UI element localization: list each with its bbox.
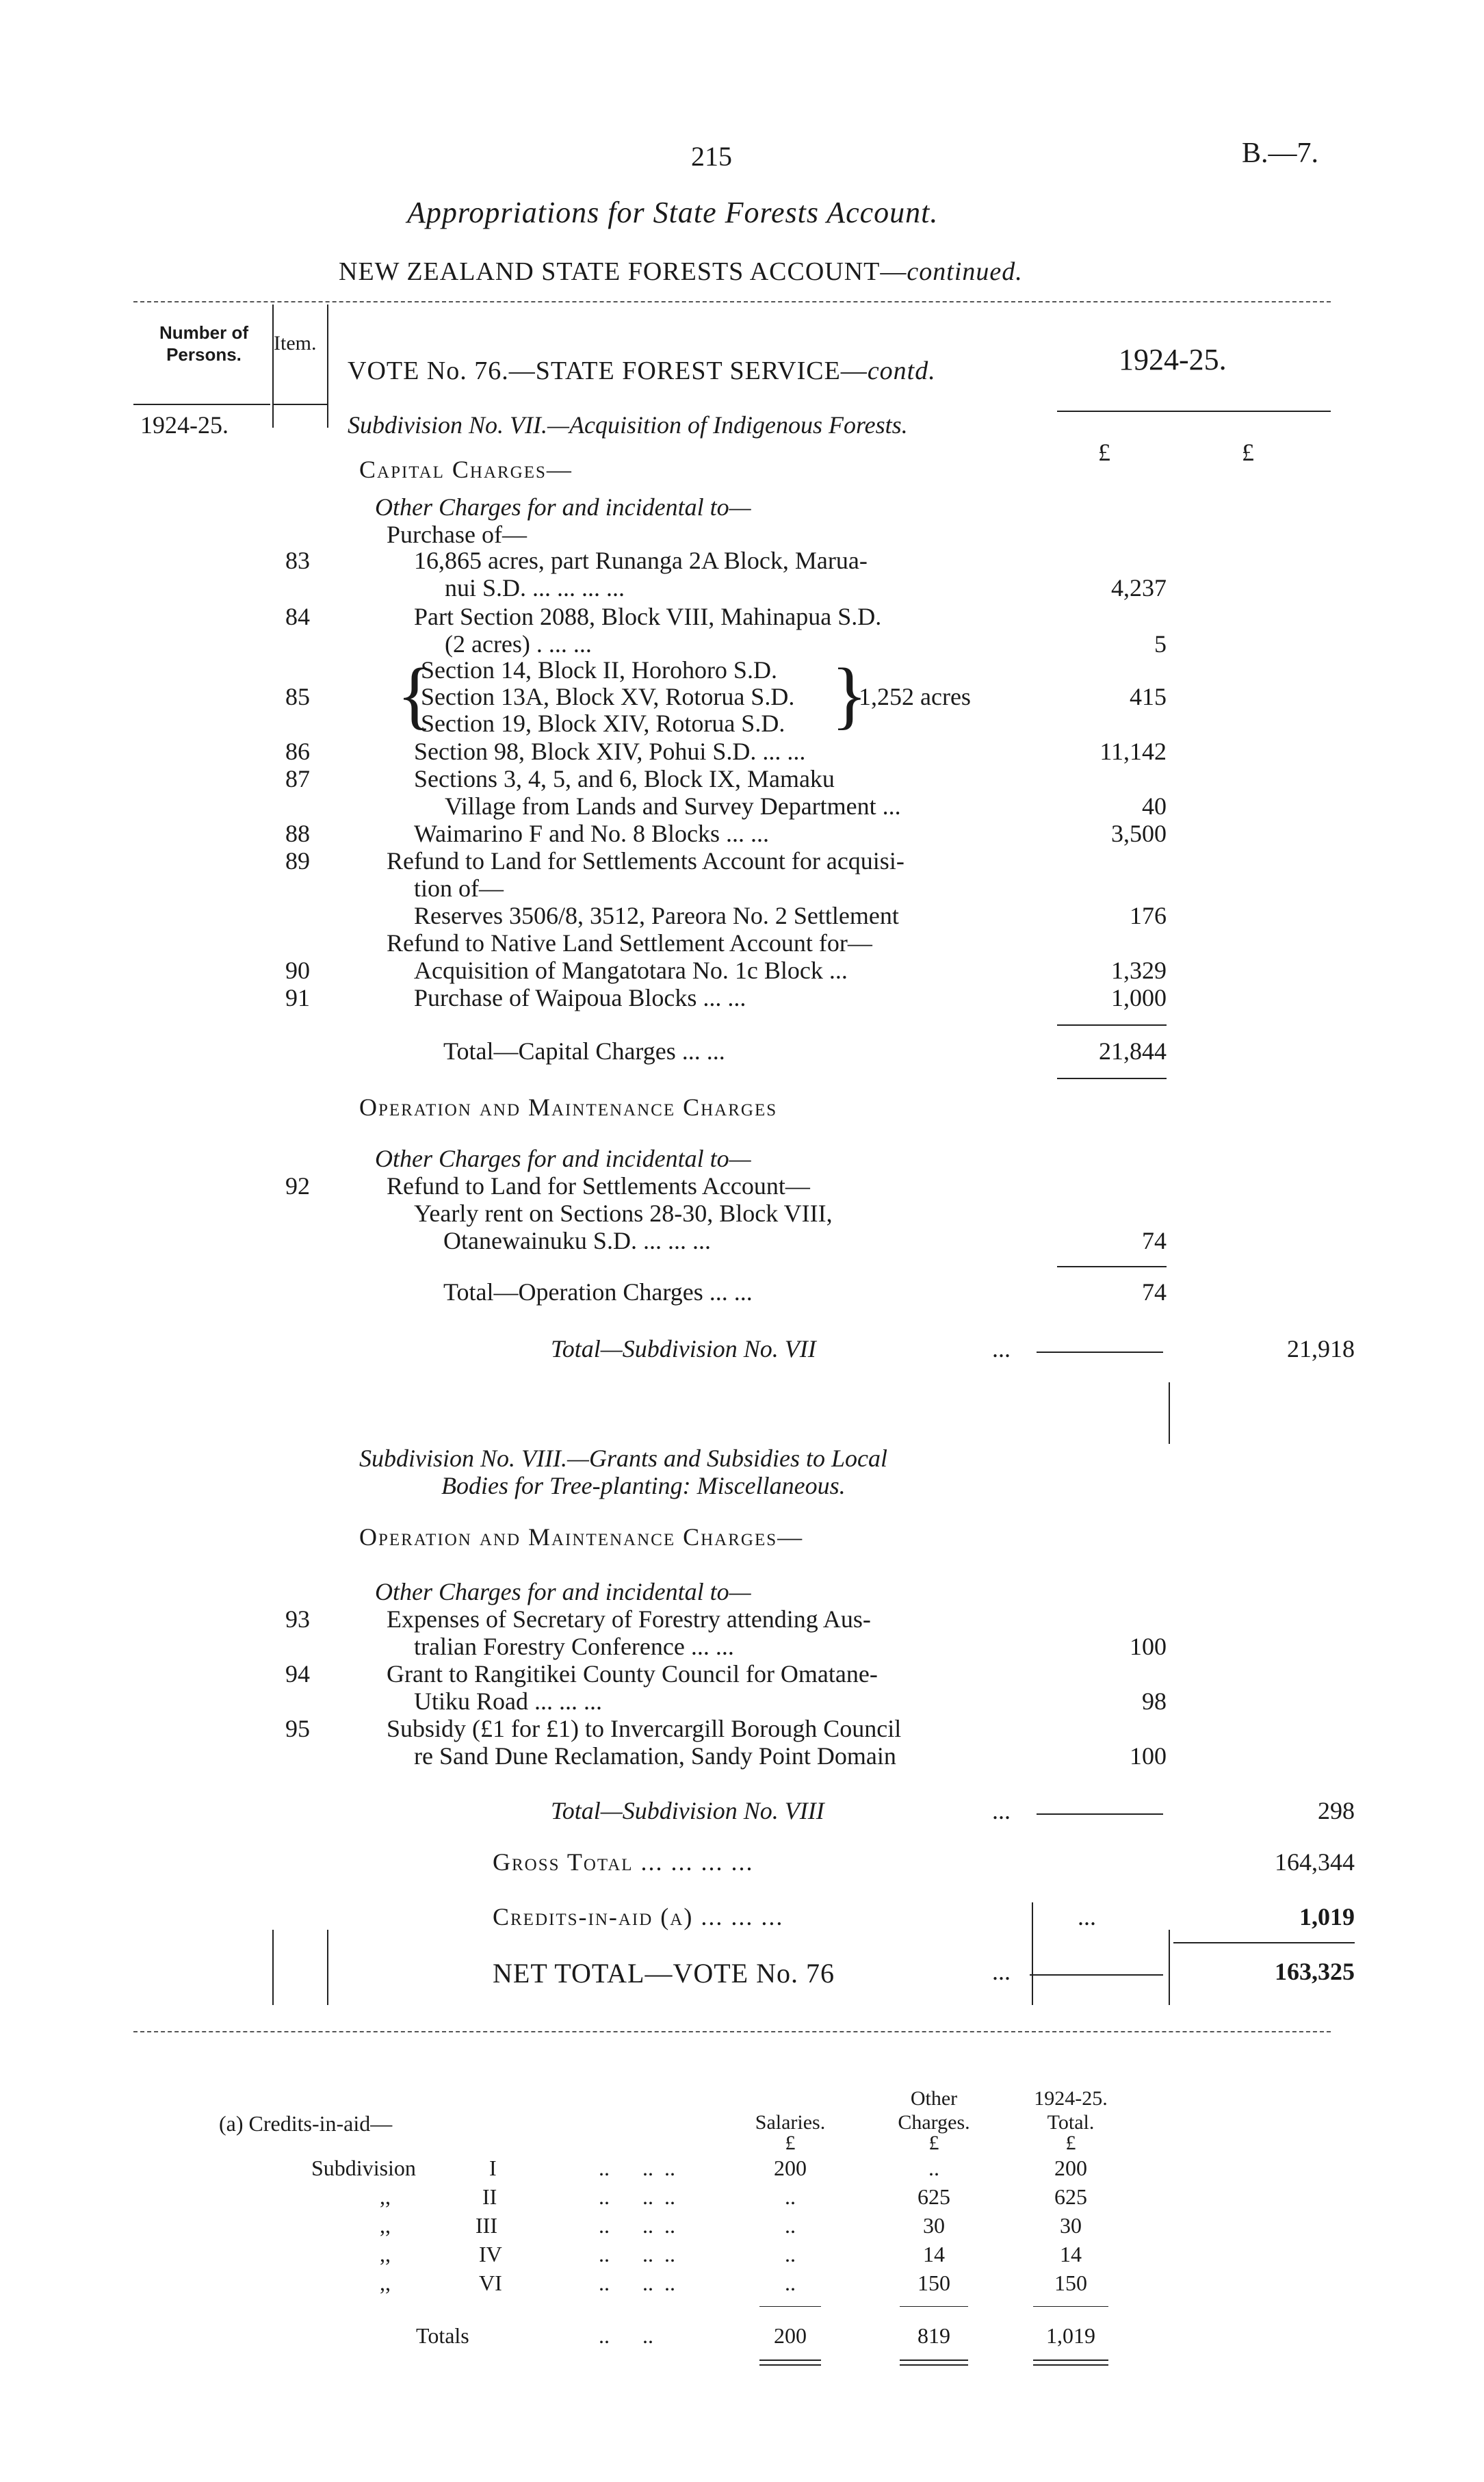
- net-total-label: NET TOTAL—VOTE No. 76: [493, 1958, 835, 1989]
- item-head-rule: [274, 404, 327, 405]
- other-charges-value: 150: [917, 2271, 950, 2295]
- item-number: 88: [285, 820, 310, 847]
- refund-native-heading: Refund to Native Land Settlement Account for—: [387, 929, 872, 957]
- item-description: Grant to Rangitikei County Council for Omatane-: [387, 1660, 878, 1688]
- item-number: 89: [285, 847, 310, 875]
- item-number: 90: [285, 957, 310, 984]
- net-total-amount: 163,325: [1275, 1958, 1355, 1985]
- total-capital-amount: 21,844: [1099, 1037, 1167, 1065]
- year-head-rule: [1057, 411, 1331, 412]
- item-number: 91: [285, 984, 310, 1011]
- item-description: tion of—: [414, 875, 504, 902]
- other-charges-value: 14: [923, 2242, 945, 2266]
- double-rule: [1033, 2364, 1108, 2366]
- leader-dots: ...: [992, 1335, 1011, 1362]
- subdivision-word: Subdivision: [311, 2156, 416, 2180]
- item-description: Sections 3, 4, 5, and 6, Block IX, Mamaku: [414, 765, 835, 792]
- subdivision-8-title-line2: Bodies for Tree-planting: Miscellaneous.: [441, 1472, 846, 1499]
- item-description: Waimarino F and No. 8 Blocks ... ...: [414, 820, 770, 847]
- leader-dots: .. .. ..: [599, 2156, 675, 2180]
- section-line: Section 13A, Block XV, Rotorua S.D.: [421, 683, 795, 710]
- item-description: Reserves 3506/8, 3512, Pareora No. 2 Settlement: [414, 902, 899, 929]
- salaries-value: ..: [785, 2271, 796, 2295]
- total-value: 30: [1060, 2213, 1082, 2238]
- item-number: 95: [285, 1715, 310, 1742]
- subdivision-number: IV: [479, 2242, 502, 2266]
- operation-charges-heading: Operation and Maintenance Charges: [359, 1094, 778, 1121]
- vote-title: [348, 356, 936, 386]
- footer-rule: [133, 2031, 1331, 2032]
- total-value: 200: [1054, 2156, 1087, 2180]
- double-rule: [900, 2360, 968, 2361]
- subtotal-rule: [1037, 1813, 1163, 1815]
- number-of-persons-header: Number of Persons.: [159, 322, 248, 365]
- item-number: 93: [285, 1605, 310, 1633]
- persons-year: 1924-25.: [140, 411, 229, 439]
- item-amount: 176: [1130, 902, 1167, 929]
- subtitle-main: NEW ZEALAND STATE FORESTS ACCOUNT—: [339, 257, 907, 286]
- leader-dots: ...: [1078, 1903, 1096, 1930]
- item-amount: 98: [1142, 1688, 1167, 1715]
- section-line: Section 14, Block II, Horohoro S.D.: [421, 656, 777, 684]
- leader-dots: .. .. ..: [599, 2242, 675, 2266]
- ditto-mark: ,,: [380, 2242, 391, 2266]
- operation-charges-heading: Operation and Maintenance Charges—: [359, 1523, 804, 1551]
- page-number: 215: [691, 141, 732, 172]
- ditto-mark: ,,: [380, 2271, 391, 2295]
- item-number: 83: [285, 547, 310, 574]
- salaries-header: Salaries.: [755, 2111, 826, 2134]
- subdivision-number: VI: [479, 2271, 502, 2295]
- item-amount: 4,237: [1111, 574, 1167, 602]
- credits-in-aid-label: Credits-in-aid (a) ... ... ...: [493, 1903, 784, 1930]
- item-description: Utiku Road ... ... ...: [414, 1688, 602, 1715]
- section-line: Section 19, Block XIV, Rotorua S.D.: [421, 710, 785, 737]
- other-charges-header-2: Charges.: [898, 2111, 970, 2134]
- header-top-rule: [133, 301, 1331, 302]
- ditto-mark: ,,: [380, 2213, 391, 2238]
- pound-symbol-total: £: [1242, 439, 1254, 466]
- total-value: 150: [1054, 2271, 1087, 2295]
- salaries-value: ..: [785, 2213, 796, 2238]
- other-charges-label: Other Charges for and incidental to—: [375, 1578, 751, 1605]
- column-divider: [272, 1930, 274, 2005]
- left-brace: {: [397, 653, 433, 736]
- item-desc-divider: [327, 305, 328, 428]
- leader-dots: .. .. ..: [599, 2271, 675, 2295]
- other-charges-total: 819: [917, 2323, 950, 2348]
- subdivision-8-title-line1: Subdivision No. VIII.—Grants and Subsidies to Local: [359, 1445, 887, 1472]
- item-amount: 40: [1142, 792, 1167, 820]
- salaries-total: 200: [774, 2323, 807, 2348]
- right-brace: }: [831, 653, 868, 736]
- other-charges-label: Other Charges for and incidental to—: [375, 493, 751, 521]
- double-rule: [1033, 2360, 1108, 2361]
- leader-dots: .. ..: [599, 2323, 653, 2348]
- column-divider: [327, 1930, 328, 2005]
- item-number: 92: [285, 1172, 310, 1200]
- item-amount: 100: [1130, 1742, 1167, 1770]
- capital-charges-heading: Capital Charges—: [359, 456, 573, 483]
- sum-rule: [1033, 2306, 1108, 2307]
- column-divider: [1169, 1382, 1170, 1444]
- item-amount: 11,142: [1099, 738, 1167, 765]
- salaries-value: ..: [785, 2242, 796, 2266]
- total-subdivision-8-amount: 298: [1318, 1797, 1355, 1824]
- item-number: 94: [285, 1660, 310, 1688]
- item-amount: 1,000: [1111, 984, 1167, 1011]
- credits-table-label: (a) Credits-in-aid—: [219, 2111, 393, 2136]
- item-description: Village from Lands and Survey Department ...: [445, 792, 901, 820]
- total-header-2: Total.: [1047, 2111, 1095, 2134]
- item-description: Part Section 2088, Block VIII, Mahinapua S.D.: [414, 603, 882, 630]
- item-description: Acquisition of Mangatotara No. 1c Block ...: [414, 957, 848, 984]
- item-amount: 100: [1130, 1633, 1167, 1660]
- subtotal-rule: [1057, 1078, 1167, 1079]
- item-description: Otanewainuku S.D. ... ... ...: [443, 1227, 711, 1254]
- total-rule: [1030, 1974, 1163, 1976]
- total-operation-label: Total—Operation Charges ... ...: [443, 1278, 753, 1306]
- pound-symbol: £: [928, 2132, 939, 2154]
- pound-symbol-amount: £: [1098, 439, 1110, 466]
- subtotal-rule: [1057, 1266, 1167, 1267]
- item-description: Expenses of Secretary of Forestry attending Aus-: [387, 1605, 871, 1633]
- vote-title-main: VOTE No. 76.—STATE FOREST SERVICE—: [348, 357, 868, 385]
- grand-total: 1,019: [1046, 2323, 1095, 2348]
- item-amount: 5: [1154, 630, 1167, 658]
- other-charges-value: ..: [928, 2156, 939, 2180]
- other-charges-header-1: Other: [910, 2087, 958, 2110]
- pound-symbol: £: [1065, 2132, 1076, 2154]
- leader-dots: .. .. ..: [599, 2184, 675, 2209]
- subdivision-7-title: Subdivision No. VII.—Acquisition of Indigenous Forests.: [348, 411, 908, 439]
- subtotal-rule: [1037, 1352, 1163, 1353]
- item-description: 16,865 acres, part Runanga 2A Block, Marua-: [414, 547, 868, 574]
- double-rule: [759, 2364, 821, 2366]
- other-charges-label: Other Charges for and incidental to—: [375, 1145, 751, 1172]
- item-header: Item.: [274, 332, 317, 354]
- totals-label: Totals: [416, 2323, 469, 2348]
- item-description: nui S.D. ... ... ... ...: [445, 574, 625, 602]
- salaries-value: 200: [774, 2156, 807, 2180]
- item-description: tralian Forestry Conference ... ...: [414, 1633, 734, 1660]
- item-amount: 3,500: [1111, 820, 1167, 847]
- sum-rule: [759, 2306, 821, 2307]
- report-code: B.—7.: [1242, 138, 1319, 169]
- total-subdivision-7-amount: 21,918: [1287, 1335, 1355, 1362]
- page-title: Appropriations for State Forests Account.: [407, 196, 939, 229]
- double-rule: [759, 2360, 821, 2361]
- gross-total-label: Gross Total ... ... ... ...: [493, 1848, 754, 1876]
- item-number: 87: [285, 765, 310, 792]
- item-number: 86: [285, 738, 310, 765]
- total-capital-label: Total—Capital Charges ... ...: [443, 1037, 725, 1065]
- leader-dots: .. .. ..: [599, 2213, 675, 2238]
- item-description: Subsidy (£1 for £1) to Invercargill Borough Council: [387, 1715, 902, 1742]
- purchase-of-label: Purchase of—: [387, 521, 527, 548]
- persons-head-rule: [133, 404, 270, 405]
- pound-symbol: £: [785, 2132, 796, 2154]
- subtotal-rule: [1057, 1024, 1167, 1026]
- total-subdivision-8-label: Total—Subdivision No. VIII: [551, 1797, 824, 1824]
- column-divider: [1169, 1930, 1170, 2005]
- acres-label: 1,252 acres: [859, 683, 971, 710]
- item-amount: 415: [1130, 683, 1167, 710]
- credits-in-aid-amount: 1,019: [1299, 1903, 1355, 1930]
- page-subtitle: [339, 257, 1023, 287]
- total-value: 625: [1054, 2184, 1087, 2209]
- gross-total-amount: 164,344: [1275, 1848, 1355, 1876]
- salaries-value: ..: [785, 2184, 796, 2209]
- year-column-header: 1924-25.: [1119, 343, 1227, 376]
- subdivision-number: I: [489, 2156, 497, 2180]
- total-value: 14: [1060, 2242, 1082, 2266]
- leader-dots: ...: [992, 1958, 1011, 1985]
- vote-title-cont: contd.: [867, 357, 936, 385]
- persons-item-divider: [272, 305, 274, 428]
- other-charges-value: 30: [923, 2213, 945, 2238]
- item-number: 85: [285, 683, 310, 710]
- sum-rule: [900, 2306, 968, 2307]
- item-description: (2 acres) . ... ...: [445, 630, 592, 658]
- item-amount: 74: [1142, 1227, 1167, 1254]
- double-rule: [900, 2364, 968, 2366]
- item-amount: 1,329: [1111, 957, 1167, 984]
- item-number: 84: [285, 603, 310, 630]
- subdivision-number: II: [482, 2184, 497, 2209]
- item-description: Yearly rent on Sections 28-30, Block VIII,: [414, 1200, 833, 1227]
- item-description: Refund to Land for Settlements Account for acquisi-: [387, 847, 904, 875]
- item-description: Purchase of Waipoua Blocks ... ...: [414, 984, 746, 1011]
- subtitle-continued: continued.: [907, 257, 1023, 286]
- total-subdivision-7-label: Total—Subdivision No. VII: [551, 1335, 816, 1362]
- total-rule: [1173, 1942, 1355, 1943]
- total-operation-amount: 74: [1142, 1278, 1167, 1306]
- item-description: Section 98, Block XIV, Pohui S.D. ... ...: [414, 738, 806, 765]
- ditto-mark: ,,: [380, 2184, 391, 2209]
- leader-dots: ...: [992, 1797, 1011, 1824]
- item-description: re Sand Dune Reclamation, Sandy Point Domain: [414, 1742, 896, 1770]
- column-divider: [1032, 1902, 1033, 2005]
- other-charges-value: 625: [917, 2184, 950, 2209]
- item-description: Refund to Land for Settlements Account—: [387, 1172, 810, 1200]
- subdivision-number: III: [476, 2213, 497, 2238]
- total-header-1: 1924-25.: [1034, 2087, 1108, 2110]
